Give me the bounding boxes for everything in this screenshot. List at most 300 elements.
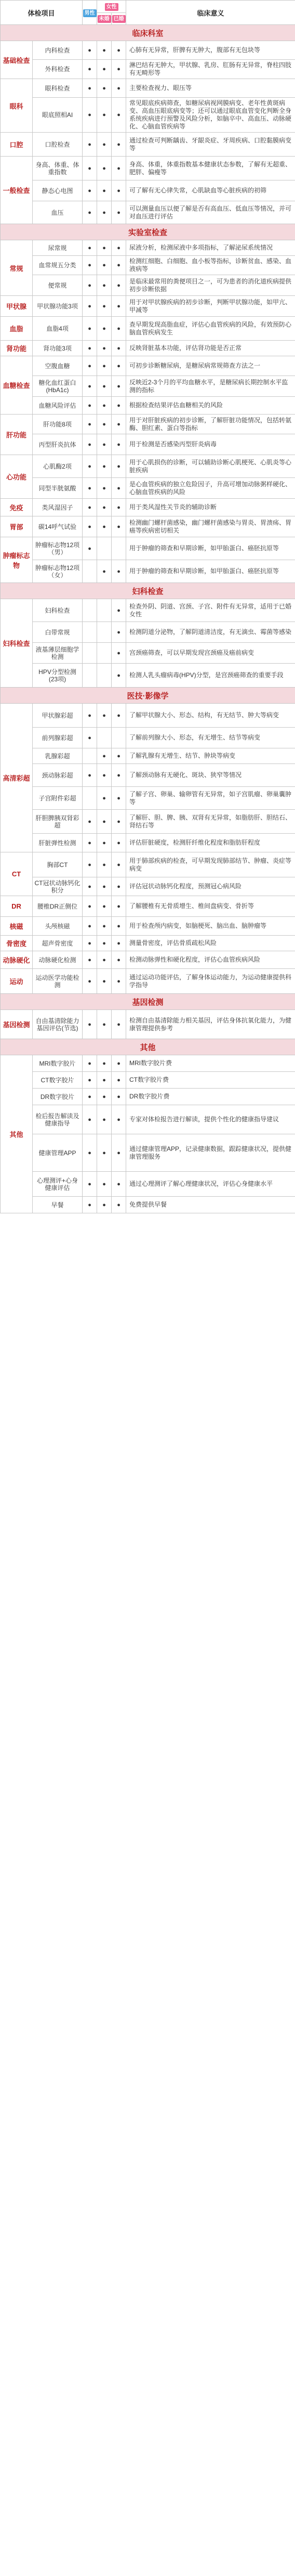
category-label: 口腔 [1,133,33,157]
mark-male: ● [83,133,97,157]
table-row [1,537,295,560]
table-row [1,157,295,180]
mark-unmarried: ● [97,201,112,224]
clinical-meaning: MRI数字胶片费 [126,1055,295,1072]
section-header [1,688,295,704]
exam-item: 运动医学功能检测 [33,969,83,994]
mark-male: ● [83,1134,97,1172]
mark-male: ● [83,877,97,896]
mark-male: ● [83,810,97,834]
category-label: 基础检查 [1,41,33,79]
exam-item: 早餐 [33,1197,83,1213]
mark-unmarried: ● [97,877,112,896]
mark-unmarried [97,664,112,688]
exam-item: 液基薄层细胞学检测 [33,643,83,664]
mark-male: ● [83,415,97,434]
clinical-meaning: 检测阴道分泌物，了解阴道清洁度，有无滴虫、霉菌等感染 [126,622,295,643]
category-label: 其他 [1,1055,33,1213]
exam-item: 碳14呼气试验 [33,516,83,537]
mark-male: ● [83,1010,97,1039]
clinical-meaning: 可了解有无心律失常，心肌缺血等心脏疾病的初筛 [126,180,295,201]
clinical-meaning: 用于检查颅内病变，如脑梗死、脑出血、脑肿瘤等 [126,917,295,936]
mark-married: ● [112,969,126,994]
mark-married: ● [112,664,126,688]
exam-item: 超声骨密度 [33,936,83,951]
category-label: 眼科 [1,79,33,133]
exam-item: 甲状腺彩超 [33,704,83,728]
table-row [1,60,295,79]
clinical-meaning: 淋巴结有无肿大，甲状腺、乳房、肛肠有无异常，脊柱四肢有无畸形等 [126,60,295,79]
mark-unmarried: ● [97,296,112,317]
clinical-meaning: 可以测量血压以便了解是否有高血压、低血压等情况，并可对血压进行评估 [126,201,295,224]
clinical-meaning: 检测人乳头瘤病毒(HPV)分型，是宫颈癌筛查的重要手段 [126,664,295,688]
table-row [1,810,295,834]
mark-married: ● [112,643,126,664]
mark-male: ● [83,896,97,917]
mark-unmarried: ● [97,455,112,478]
exam-item: 口腔检查 [33,133,83,157]
mark-male: ● [83,341,97,356]
clinical-meaning: 了解前列腺大小、形态，有无增生、结节等病变 [126,728,295,748]
exam-table [0,0,295,1213]
mark-unmarried: ● [97,764,112,787]
table-row [1,643,295,664]
mark-male: ● [83,455,97,478]
category-label: 骨密度 [1,936,33,951]
mark-unmarried [97,622,112,643]
mark-married: ● [112,296,126,317]
mark-unmarried: ● [97,516,112,537]
mark-male: ● [83,296,97,317]
mark-unmarried: ● [97,60,112,79]
mark-male: ● [83,317,97,341]
clinical-meaning: 用于对甲状腺疾病的初步诊断，判断甲状腺功能，如甲亢、甲减等 [126,296,295,317]
mark-male [83,643,97,664]
mark-unmarried [97,537,112,560]
clinical-meaning: 检查外阴、阴道、宫颈、子宫、附件有无异常，适用于已婚女性 [126,599,295,622]
clinical-meaning: 用于检测是否感染丙型肝炎病毒 [126,434,295,455]
mark-married: ● [112,748,126,764]
mark-male: ● [83,1172,97,1197]
exam-item: 白带常规 [33,622,83,643]
mark-unmarried: ● [97,180,112,201]
table-row [1,787,295,810]
category-label: 肾功能 [1,341,33,356]
col-female-header [97,1,126,13]
mark-married: ● [112,704,126,728]
mark-unmarried: ● [97,41,112,60]
exam-item: HPV分型检测(23项) [33,664,83,688]
mark-unmarried: ● [97,1134,112,1172]
category-label: 血脂 [1,317,33,341]
table-row [1,415,295,434]
exam-item: 胸部CT [33,852,83,877]
table-row [1,256,295,275]
exam-item: DR数字胶片 [33,1089,83,1105]
mark-male: ● [83,79,97,98]
mark-unmarried: ● [97,936,112,951]
mark-unmarried: ● [97,434,112,455]
table-row [1,356,295,376]
mark-male: ● [83,834,97,852]
exam-item: 肿瘤标志物12项（女） [33,560,83,583]
mark-married: ● [112,376,126,397]
clinical-meaning: 是心血管疾病的独立危险因子，升高可增加动脉粥样硬化、心脑血管疾病的风险 [126,478,295,499]
category-label: 甲状腺 [1,296,33,317]
mark-married: ● [112,1089,126,1105]
mark-married: ● [112,201,126,224]
clinical-meaning: 了解肝、胆、脾、胰、双肾有无异常，如脂肪肝、胆结石、肾结石等 [126,810,295,834]
mark-male: ● [83,936,97,951]
mark-male: ● [83,157,97,180]
clinical-meaning: 用于心肌损伤的诊断，可以辅助诊断心肌梗死、心肌炎等心脏疾病 [126,455,295,478]
mark-male: ● [83,478,97,499]
mark-married: ● [112,896,126,917]
mark-male: ● [83,434,97,455]
mark-male: ● [83,41,97,60]
mark-male: ● [83,917,97,936]
table-row [1,1197,295,1213]
mark-married: ● [112,787,126,810]
exam-item: 血糖风险评估 [33,397,83,415]
mark-male [83,787,97,810]
clinical-meaning: 宫颈癌筛查，可以早期发现宫颈癌及癌前病变 [126,643,295,664]
mark-married: ● [112,60,126,79]
clinical-meaning: 心肺有无异常，肝脾有无肿大，腹部有无包块等 [126,41,295,60]
exam-item: 头颅核磁 [33,917,83,936]
mark-married: ● [112,356,126,376]
table-row [1,317,295,341]
table-row [1,376,295,397]
table-row [1,748,295,764]
category-label: DR [1,896,33,917]
female-badge: 女性 [105,3,118,11]
section-header [1,1039,295,1055]
table-row [1,599,295,622]
exam-item: 子宫附件彩超 [33,787,83,810]
clinical-meaning: 了解子宫、卵巢、输卵管有无异常，如子宫肌瘤、卵巢囊肿等 [126,787,295,810]
clinical-meaning: 是临床最常用的粪便项目之一，可为患者的消化道疾病提供初步诊断依据 [126,275,295,296]
category-label: 运动 [1,969,33,994]
table-row [1,180,295,201]
exam-item: 心肌酶2项 [33,455,83,478]
mark-unmarried: ● [97,98,112,133]
mark-married: ● [112,98,126,133]
mark-male: ● [83,356,97,376]
category-label: 常规 [1,240,33,296]
clinical-meaning: 检测红细胞、白细胞、血小板等指标，诊断贫血、感染、血液病等 [126,256,295,275]
mark-male: ● [83,376,97,397]
mark-married: ● [112,240,126,256]
table-row [1,936,295,951]
mark-male [83,622,97,643]
table-row [1,1089,295,1105]
mark-male: ● [83,1055,97,1072]
exam-item: 自由基清除能力基因评估(节选) [33,1010,83,1039]
section-header [1,994,295,1010]
table-row [1,41,295,60]
table-row [1,133,295,157]
clinical-meaning: 了解乳腺有无增生、结节、肿块等病变 [126,748,295,764]
mark-unmarried: ● [97,1089,112,1105]
mark-married: ● [112,157,126,180]
table-body [1,25,295,1213]
exam-item: 空腹血糖 [33,356,83,376]
mark-unmarried: ● [97,1172,112,1197]
exam-item: 眼科检查 [33,79,83,98]
col-married-header: 已婚 [112,12,126,25]
mark-male: ● [83,1197,97,1213]
mark-male: ● [83,969,97,994]
male-badge: 男性 [83,9,97,17]
exam-item: CT冠状动脉钙化积分 [33,877,83,896]
clinical-meaning: 常见眼底疾病筛查，如糖尿病视网膜病变、老年性黄斑病变、高血压眼底病变等；还可以通过眼底血管变化判断全身系统疾病进行预警及风险分析，如脑卒中、高血压、动脉硬化、心脑血管疾病等 [126,98,295,133]
col-unmarried-header: 未婚 [97,12,112,25]
exam-item: 内科检查 [33,41,83,60]
exam-item: CT数字胶片 [33,1072,83,1089]
mark-unmarried: ● [97,951,112,969]
clinical-meaning: 身高、体重，体重指数基本健康状态参数，了解有无超重、肥胖、偏瘦等 [126,157,295,180]
mark-married: ● [112,877,126,896]
mark-unmarried: ● [97,834,112,852]
mark-male: ● [83,764,97,787]
clinical-meaning: 用于对肝脏疾病的初步诊断，了解肝脏功能情况，包括转氨酶、胆红素、蛋白等指标 [126,415,295,434]
mark-unmarried: ● [97,356,112,376]
clinical-meaning: 用于肺部疾病的检查，可早期发现肺部结节、肿瘤、炎症等病变 [126,852,295,877]
section-title: 妇科检查 [1,583,295,599]
clinical-meaning: 检测幽门螺杆菌感染，幽门螺杆菌感染与胃炎、胃溃疡、胃癌等疾病密切相关 [126,516,295,537]
mark-male [83,664,97,688]
exam-item: 血脂4项 [33,317,83,341]
mark-unmarried [97,599,112,622]
table-row [1,341,295,356]
mark-male: ● [83,1105,97,1134]
mark-male: ● [83,537,97,560]
mark-male: ● [83,98,97,133]
mark-male: ● [83,704,97,728]
mark-unmarried: ● [97,376,112,397]
clinical-meaning: CT数字胶片费 [126,1072,295,1089]
category-label: 妇科检查 [1,599,33,688]
mark-male: ● [83,60,97,79]
mark-male: ● [83,1072,97,1089]
clinical-meaning: 免费提供早餐 [126,1197,295,1213]
mark-married [112,537,126,560]
mark-married: ● [112,1172,126,1197]
clinical-meaning: 反映肾脏基本功能，评估肾功能是否正常 [126,341,295,356]
exam-item: 健康管理APP [33,1134,83,1172]
table-row [1,296,295,317]
exam-item: 丙型肝炎抗体 [33,434,83,455]
col-item-header: 体检项目 [1,1,83,25]
table-row [1,1172,295,1197]
exam-item: 糖化血红蛋白(HbA1c) [33,376,83,397]
mark-male: ● [83,201,97,224]
mark-married [112,728,126,748]
mark-married: ● [112,1105,126,1134]
category-label: 核磁 [1,917,33,936]
mark-married: ● [112,180,126,201]
exam-item: 乳腺彩超 [33,748,83,764]
col-male-header [83,1,97,25]
mark-male: ● [83,397,97,415]
section-header [1,224,295,240]
exam-item: 便常规 [33,275,83,296]
clinical-meaning: 反映近2-3个月的平均血糖水平，是糖尿病长期控制水平监测的指标 [126,376,295,397]
table-row [1,664,295,688]
mark-married: ● [112,834,126,852]
mark-unmarried: ● [97,397,112,415]
clinical-meaning: 了解甲状腺大小、形态、结构，有无结节、肿大等病变 [126,704,295,728]
mark-married: ● [112,256,126,275]
table-row [1,397,295,415]
exam-item: 颈动脉彩超 [33,764,83,787]
mark-married: ● [112,415,126,434]
mark-unmarried: ● [97,317,112,341]
mark-married: ● [112,1072,126,1089]
mark-unmarried: ● [97,748,112,764]
mark-male: ● [83,852,97,877]
mark-married: ● [112,917,126,936]
table-row [1,516,295,537]
table-row [1,275,295,296]
clinical-meaning: 专家对体检报告进行解读，提供个性化的健康指导建议 [126,1105,295,1134]
mark-male: ● [83,180,97,201]
exam-item: MRI数字胶片 [33,1055,83,1072]
exam-item: 腰椎DR正侧位 [33,896,83,917]
col-meaning-header: 临床意义 [126,1,295,25]
mark-male: ● [83,1089,97,1105]
table-row [1,1010,295,1039]
mark-unmarried: ● [97,1105,112,1134]
mark-unmarried [97,728,112,748]
mark-married: ● [112,599,126,622]
exam-item: 前列腺彩超 [33,728,83,748]
table-row [1,1134,295,1172]
exam-item: 尿常规 [33,240,83,256]
table-row [1,79,295,98]
exam-item: 肾功能3项 [33,341,83,356]
mark-married: ● [112,317,126,341]
mark-married: ● [112,478,126,499]
mark-male [83,748,97,764]
mark-married: ● [112,764,126,787]
section-title: 基因检测 [1,994,295,1010]
category-label: CT [1,852,33,896]
mark-married: ● [112,397,126,415]
table-row [1,560,295,583]
mark-male: ● [83,499,97,516]
section-header [1,25,295,41]
mark-married: ● [112,1010,126,1039]
table-row [1,951,295,969]
category-label: 基因检测 [1,1010,33,1039]
category-label: 胃部 [1,516,33,537]
mark-married: ● [112,852,126,877]
mark-male [83,599,97,622]
table-row [1,240,295,256]
clinical-meaning: 用于肿瘤的筛查和早期诊断，如甲胎蛋白、癌胚抗原等 [126,560,295,583]
section-title: 实验室检查 [1,224,295,240]
mark-married: ● [112,499,126,516]
category-label: 高清彩超 [1,704,33,852]
mark-male [83,560,97,583]
table-row [1,969,295,994]
category-label: 动脉硬化 [1,951,33,969]
mark-unmarried: ● [97,917,112,936]
clinical-meaning: DR数字胶片费 [126,1089,295,1105]
exam-item: 检后报告解读及健康指导 [33,1105,83,1134]
mark-married: ● [112,560,126,583]
table-row [1,455,295,478]
clinical-meaning: 可初步诊断糖尿病，是糖尿病常规筛查方法之一 [126,356,295,376]
mark-married: ● [112,1134,126,1172]
mark-unmarried: ● [97,157,112,180]
exam-item: 肿瘤标志物12项（男） [33,537,83,560]
mark-married: ● [112,1197,126,1213]
mark-married: ● [112,1055,126,1072]
clinical-meaning: 通过心理测评了解心理健康状况，评估心身健康水平 [126,1172,295,1197]
exam-item: 血常规五分类 [33,256,83,275]
table-row [1,834,295,852]
table-row [1,98,295,133]
exam-item: 甲状腺功能3项 [33,296,83,317]
clinical-meaning: 测量骨密度，评估骨质疏松风险 [126,936,295,951]
mark-male: ● [83,240,97,256]
mark-male: ● [83,256,97,275]
table-row [1,1055,295,1072]
table-row [1,728,295,748]
mark-unmarried [97,643,112,664]
exam-item: 心理测评+心身健康评估 [33,1172,83,1197]
table-row [1,201,295,224]
mark-unmarried: ● [97,256,112,275]
exam-item: 肝功能8项 [33,415,83,434]
exam-item: 外科检查 [33,60,83,79]
clinical-meaning: 检测动脉弹性和硬化程度，评估心血管疾病风险 [126,951,295,969]
mark-married: ● [112,516,126,537]
table-row [1,917,295,936]
mark-unmarried: ● [97,240,112,256]
clinical-meaning: 通过运动功能评估，了解身体运动能力，为运动健康提供科学指导 [126,969,295,994]
clinical-meaning: 了解颈动脉有无硬化、斑块、狭窄等情况 [126,764,295,787]
mark-married: ● [112,79,126,98]
table-row [1,877,295,896]
category-label: 免疫 [1,499,33,516]
mark-unmarried: ● [97,896,112,917]
mark-unmarried: ● [97,852,112,877]
clinical-meaning: 根据检查结果评估血糖相关的风险 [126,397,295,415]
clinical-meaning: 评估肝脏硬度，检测肝纤维化程度和脂肪肝程度 [126,834,295,852]
section-header [1,583,295,599]
mark-married: ● [112,455,126,478]
mark-male: ● [83,951,97,969]
mark-male: ● [83,728,97,748]
mark-unmarried: ● [97,341,112,356]
category-label: 肝功能 [1,415,33,455]
table-row [1,704,295,728]
mark-married: ● [112,133,126,157]
mark-unmarried: ● [97,79,112,98]
exam-item: 身高、体重、体重指数 [33,157,83,180]
mark-male: ● [83,516,97,537]
exam-item: 同型半胱氨酸 [33,478,83,499]
mark-married: ● [112,41,126,60]
clinical-meaning: 尿液分析，检测尿液中多项指标，了解泌尿系统情况 [126,240,295,256]
mark-unmarried: ● [97,478,112,499]
clinical-meaning: 通过健康管理APP，记录健康数据，跟踪健康状况，提供健康管理服务 [126,1134,295,1172]
clinical-meaning: 用于类风湿性关节炎的辅助诊断 [126,499,295,516]
